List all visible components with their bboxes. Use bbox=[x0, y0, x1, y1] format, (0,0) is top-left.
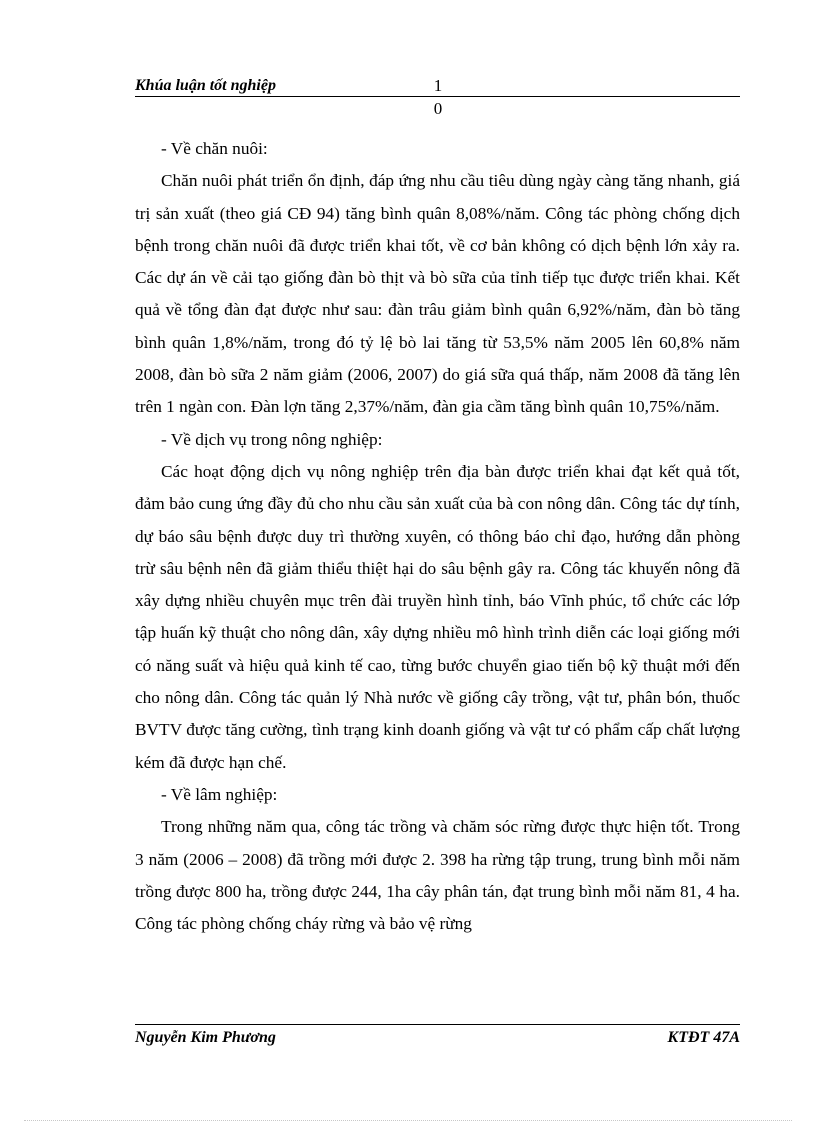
document-body bbox=[135, 133, 740, 940]
heading-livestock: - Về chăn nuôi: bbox=[161, 139, 268, 158]
footer-class: KTĐT 47A bbox=[667, 1029, 740, 1046]
paragraph-forestry: Trong những năm qua, công tác trồng và chăm sóc rừng được thực hiện tốt. Trong 3 năm (2006 – 2008) đã trồng mới được 2. 398 ha rừng tập trung, trung bình mỗi năm trồng được 800 ha, trồng được 244, 1ha cây phân tán, đạt trung bình mỗi năm 81, 4 ha. Công tác phòng chống cháy rừng và bảo vệ rừng bbox=[135, 817, 740, 934]
page-edge-line bbox=[24, 1120, 792, 1121]
paragraph-livestock: Chăn nuôi phát triển ổn định, đáp ứng nhu cầu tiêu dùng ngày càng tăng nhanh, giá trị sản xuất (theo giá CĐ 94) tăng bình quân 8,08%/năm. Công tác phòng chống dịch bệnh trong chăn nuôi đã được triển khai tốt, về cơ bản không có dịch bệnh lớn xảy ra. Các dự án về cải tạo giống đàn bò thịt và bò sữa của tỉnh tiếp tục được triển khai. Kết quả về tổng đàn đạt được như sau: đàn trâu giảm bình quân 6,92%/năm, đàn bò tăng bình quân 1,8%/năm, trong đó tỷ lệ bò lai tăng từ 53,5% năm 2005 lên 60,8% năm 2008, đàn bò sữa 2 năm giảm (2006, 2007) do giá sữa quá thấp, năm 2008 đã tăng lên trên 1 ngàn con. Đàn lợn tăng 2,37%/năm, đàn gia cầm tăng bình quân 10,75%/năm. bbox=[135, 171, 740, 417]
header-divider bbox=[135, 96, 740, 97]
heading-agri-services: - Về dịch vụ trong nông nghiệp: bbox=[161, 429, 383, 449]
footer-author: Nguyễn Kim Phương bbox=[135, 1029, 276, 1046]
paragraph-agri-services: Các hoạt động dịch vụ nông nghiệp trên địa bàn được triển khai đạt kết quả tốt, đảm bảo cung ứng đầy đủ cho nhu cầu sản xuất của bà con nông dân. Công tác dự tính, dự báo sâu bệnh được duy trì thường xuyên, có thông báo chỉ đạo, hướng dẫn phòng trừ sâu bệnh nên đã giảm thiểu thiệt hại do sâu bệnh gây ra. Công tác khuyến nông đã xây dựng nhiều chuyên mục trên đài truyền hình tỉnh, báo Vĩnh phúc, tổ chức các lớp tập huấn kỹ thuật cho nông dân, xây dựng nhiều mô hình trình diễn các loại giống mới có năng suất và hiệu quả kinh tế cao, từng bước chuyển giao tiến bộ kỹ thuật mới đến cho nông dân. Công tác quản lý Nhà nước về giống cây trồng, vật tư, phân bón, thuốc BVTV được tăng cường, tình trạng kinh doanh giống và vật tư có phẩm cấp chất lượng kém đã được hạn chế. bbox=[135, 461, 740, 772]
page-number-top: 1 bbox=[433, 76, 443, 95]
page-header bbox=[135, 76, 740, 98]
page-number-bottom: 0 bbox=[433, 99, 443, 118]
footer-divider bbox=[135, 1024, 740, 1025]
heading-forestry: - Về lâm nghiệp: bbox=[161, 784, 278, 804]
header-title: Khúa luận tốt nghiệp bbox=[135, 77, 276, 94]
